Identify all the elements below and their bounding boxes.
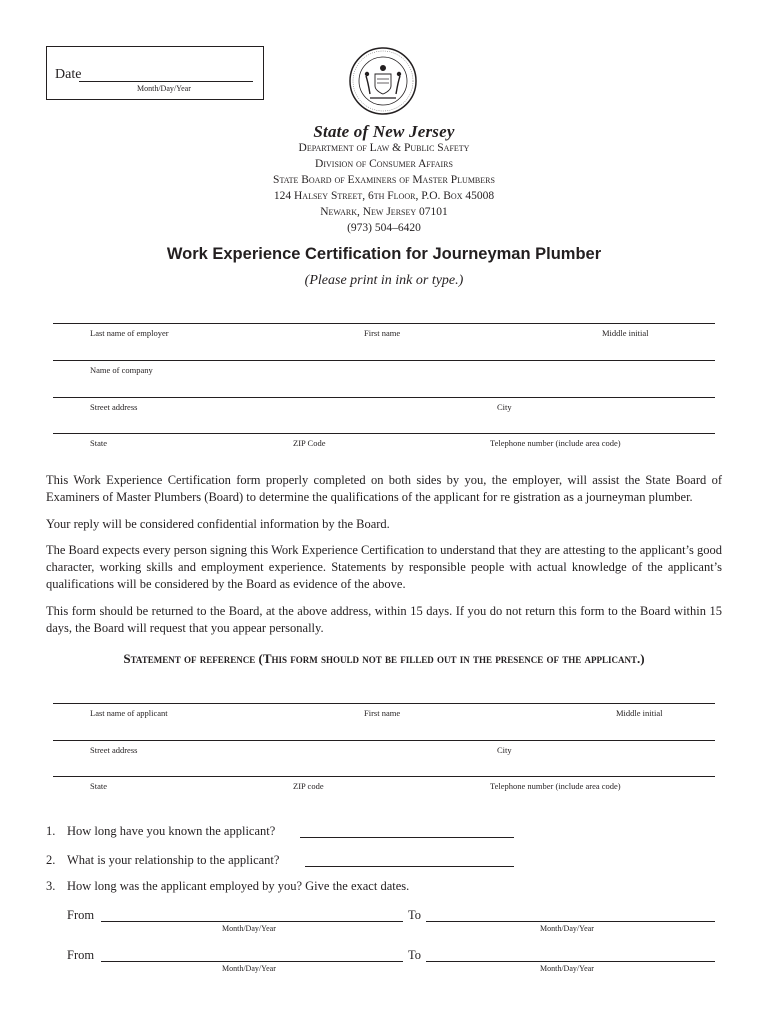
question-1-text: How long have you known the applicant? bbox=[67, 824, 276, 838]
applicant-first-name-label: First name bbox=[364, 708, 401, 718]
from-date-line-2[interactable] bbox=[101, 961, 403, 962]
employer-zip-label: ZIP Code bbox=[293, 438, 326, 448]
intro-paragraph: This Work Experience Certification form properly completed on both sides by you, the employer, will assist the State Board of Examiners of Master Plumbers (Board) to determine the qualifications of the applicant for re gistration as a journeyman plumber. bbox=[46, 473, 722, 504]
form-subtitle: (Please print in ink or type.) bbox=[304, 273, 464, 288]
to-label-2: To bbox=[408, 948, 422, 962]
applicant-city-label: City bbox=[497, 745, 512, 755]
header-street: 124 Halsey Street, 6th Floor, P.O. Box 45008 bbox=[273, 190, 495, 202]
applicant-state-label: State bbox=[90, 781, 107, 791]
to-label-1: To bbox=[408, 908, 422, 922]
from-label-2: From bbox=[67, 948, 95, 962]
employer-city-label: City bbox=[497, 402, 512, 412]
header-department: Department of Law & Public Safety bbox=[298, 142, 470, 154]
statement-heading: Statement of reference (This form should not be filled out in the presence of the applicant.) bbox=[123, 651, 645, 666]
question-3-text: How long was the applicant employed by you? Give the exact dates. bbox=[67, 879, 410, 893]
question-2-text: What is your relationship to the applicant? bbox=[67, 853, 280, 867]
from-date-line-1[interactable] bbox=[101, 921, 403, 922]
state-title: State of New Jersey bbox=[313, 122, 455, 141]
employer-street-label: Street address bbox=[90, 402, 138, 412]
from-date-caption-1: Month/Day/Year bbox=[222, 924, 276, 933]
header-phone: (973) 504–6420 bbox=[347, 222, 421, 234]
new-jersey-state-seal-icon bbox=[348, 46, 418, 116]
applicant-last-name-label: Last name of applicant bbox=[90, 708, 168, 718]
from-label-1: From bbox=[67, 908, 95, 922]
question-1-number: 1. bbox=[46, 824, 56, 838]
confidential-paragraph: Your reply will be considered confidential information by the Board. bbox=[46, 517, 390, 531]
question-2-answer-line[interactable] bbox=[305, 866, 514, 867]
date-caption: Month/Day/Year bbox=[137, 84, 191, 93]
header-city: Newark, New Jersey 07101 bbox=[320, 206, 448, 218]
date-input-line[interactable] bbox=[79, 81, 253, 82]
applicant-street-label: Street address bbox=[90, 745, 138, 755]
question-1-answer-line[interactable] bbox=[300, 837, 514, 838]
attestation-paragraph: The Board expects every person signing this Work Experience Certification to understand that they are attesting to the applicant’s good character, working skills and employment experience. Statements by responsible people with actual knowledge of the applicant’s qualifications will be considered by the Board as evidence of the above. bbox=[46, 543, 723, 591]
question-3-number: 3. bbox=[46, 879, 56, 893]
employer-last-name-label: Last name of employer bbox=[90, 328, 169, 338]
from-date-caption-2: Month/Day/Year bbox=[222, 964, 276, 973]
form-title: Work Experience Certification for Journeyman Plumber bbox=[166, 245, 602, 263]
employer-first-name-label: First name bbox=[364, 328, 401, 338]
employer-state-label: State bbox=[90, 438, 107, 448]
applicant-name-line[interactable] bbox=[53, 703, 715, 704]
applicant-state-line[interactable] bbox=[53, 776, 715, 777]
applicant-zip-label: ZIP code bbox=[293, 781, 324, 791]
applicant-middle-initial-label: Middle initial bbox=[616, 708, 663, 718]
date-box bbox=[46, 46, 264, 100]
applicant-phone-label: Telephone number (include area code) bbox=[490, 781, 621, 791]
to-date-line-2[interactable] bbox=[426, 961, 715, 962]
employer-phone-label: Telephone number (include area code) bbox=[490, 438, 621, 448]
header-division: Division of Consumer Affairs bbox=[315, 158, 453, 170]
employer-street-line[interactable] bbox=[53, 397, 715, 398]
applicant-street-line[interactable] bbox=[53, 740, 715, 741]
header-board: State Board of Examiners of Master Plumbers bbox=[273, 174, 495, 186]
to-date-line-1[interactable] bbox=[426, 921, 715, 922]
company-label: Name of company bbox=[90, 365, 153, 375]
date-label: Date bbox=[55, 67, 82, 82]
company-line[interactable] bbox=[53, 360, 715, 361]
to-date-caption-2: Month/Day/Year bbox=[540, 964, 594, 973]
question-2-number: 2. bbox=[46, 853, 56, 867]
to-date-caption-1: Month/Day/Year bbox=[540, 924, 594, 933]
return-paragraph: This form should be returned to the Board, at the above address, within 15 days. If you do not return this form to the Board within 15 days, the Board will request that you appear personally. bbox=[46, 604, 722, 635]
employer-state-line[interactable] bbox=[53, 433, 715, 434]
employer-middle-initial-label: Middle initial bbox=[602, 328, 649, 338]
employer-name-line[interactable] bbox=[53, 323, 715, 324]
